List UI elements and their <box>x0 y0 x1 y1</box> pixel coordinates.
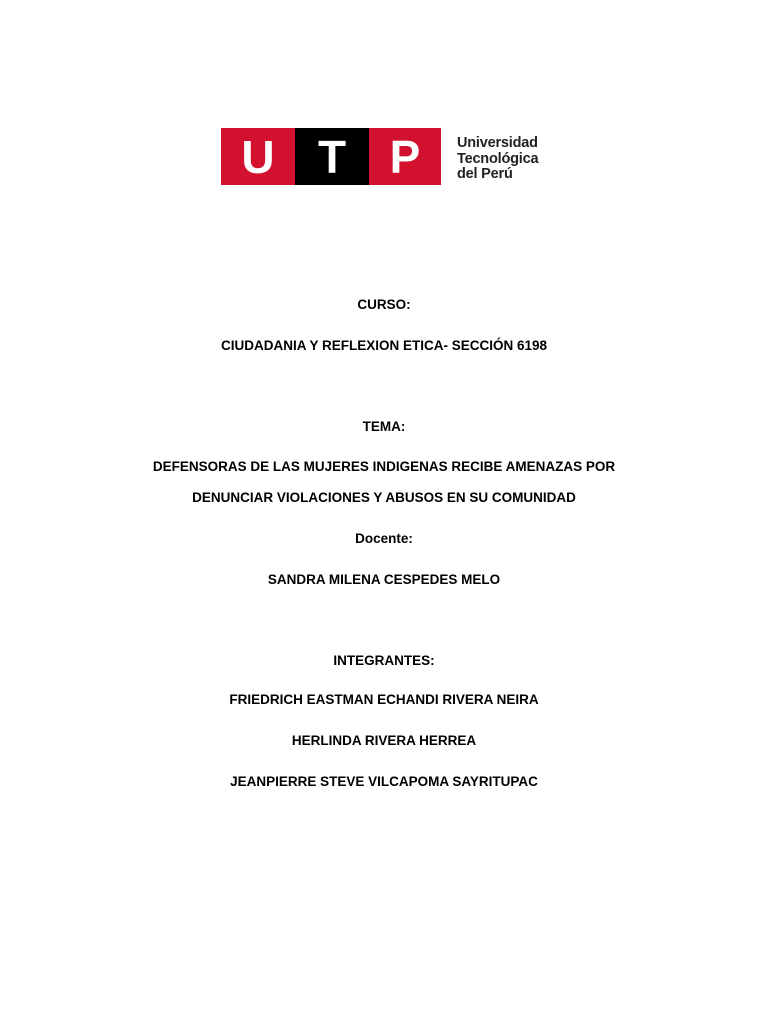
docente-value: SANDRA MILENA CESPEDES MELO <box>267 572 501 587</box>
docente-label: Docente: <box>355 531 413 546</box>
logo-name-line: Tecnológica <box>457 150 539 167</box>
utp-logo <box>221 128 566 185</box>
logo-name-line: Universidad <box>457 135 538 151</box>
integrante-2: HERLINDA RIVERA HERREA <box>291 733 477 748</box>
integrantes-label: INTEGRANTES: <box>333 653 435 668</box>
integrante-1: FRIEDRICH EASTMAN ECHANDI RIVERA NEIRA <box>229 692 539 707</box>
logo-letter-p: P <box>369 128 441 185</box>
integrante-3: JEANPIERRE STEVE VILCAPOMA SAYRITUPAC <box>230 774 538 789</box>
logo-name-line: del Perú <box>457 166 513 182</box>
tema-line-2: DENUNCIAR VIOLACIONES Y ABUSOS EN SU COMUNIDAD <box>192 490 576 505</box>
tema-label: TEMA: <box>362 419 406 434</box>
curso-value: CIUDADANIA Y REFLEXION ETICA- SECCIÓN 6198 <box>220 338 548 353</box>
logo-letter-u: U <box>221 128 295 185</box>
curso-label: CURSO: <box>357 297 411 312</box>
logo-university-name <box>457 136 538 183</box>
tema-line-1: DEFENSORAS DE LAS MUJERES INDIGENAS RECIBE AMENAZAS POR <box>152 459 616 474</box>
logo-letter-t: T <box>295 128 369 185</box>
